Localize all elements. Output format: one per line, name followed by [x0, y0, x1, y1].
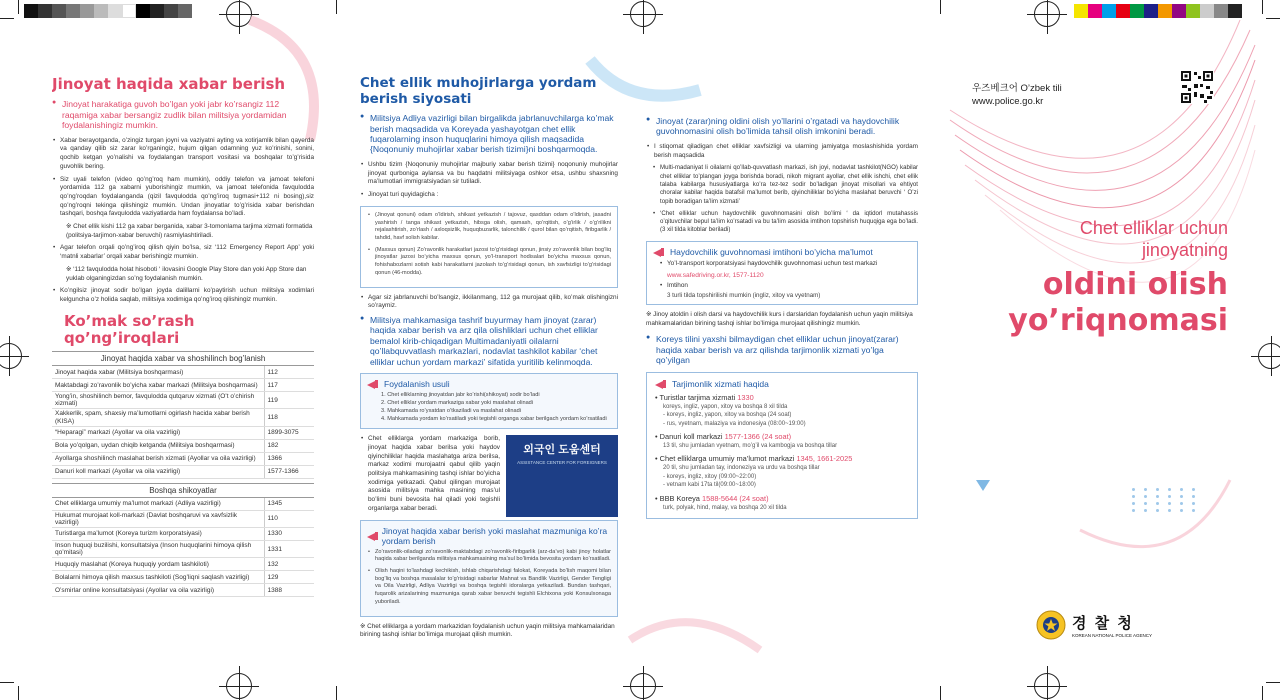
table-row — [52, 541, 314, 558]
megaphone-icon — [655, 379, 667, 389]
usage-step: 1. Chet elliklarning jinoyatdan jabr ko’rishi(shikoyat) sodir bo’ladi — [381, 392, 540, 399]
usage-step: 4. Mahkamada yordam ko’rsatiladi yoki tegishli organga xabar berilgach yordam ko’rsatiladi — [381, 415, 607, 422]
complaints-table — [52, 483, 314, 598]
dot — [1192, 495, 1195, 498]
dot — [1156, 502, 1159, 505]
policy-bullet: • Agar siz jabrlanuvchi bo’lsangiz, ikkilanmang, 112 ga murojaat qilib, ko’mak olishingizni so’raymiz. — [360, 294, 618, 311]
hotline-name: Huquqiy maslahat (Koreya huquqiy yordam tashkiloti) — [52, 558, 264, 571]
police-emblem-icon — [1036, 610, 1066, 640]
support-item: • Olish haqini to’lashdagi kechikish, ishlab chiqarishdagi falokat, Koreyada bo’lish maqomi bilan bog’liq va boshqa masalalar to’g’risidagi xabarlar Mahnat va Bandlik Vazirligi, Gender Tengligi va Oila Vazirligi, Adliya Vazirligi va boshqa tegishli idoralarga yetkaziladi. Bundan tashqari, fuqarolik arizalarining mazmuniga qarab xabar beruvchi tegishli Elchixona yoki Konsulxonaga yuboriladi. — [367, 568, 611, 607]
hotline-name: Ayollarga shoshilinch maslahat berish xizmati (Ayollar va oila vazirligi) — [52, 452, 264, 465]
report-lead: ● Jinoyat harakatiga guvoh bo’lgan yoki jabr ko’rsangiz 112 raqamiga xabar bersangiz zudlik bilan militsiya yordamidan foydalanishingiz mumkin. — [52, 99, 314, 130]
crosshair-top-left — [226, 1, 252, 27]
registration-bar-right — [1074, 4, 1242, 18]
license-link[interactable]: www.safedriving.or.kr, 1577-1120 — [667, 272, 764, 280]
table-row — [52, 409, 314, 426]
hotline-name: Maktabdagi zo’ravonlik bo’yicha xabar markazi (Militsiya boshqarmasi) — [52, 379, 264, 392]
panel-report-crime — [52, 60, 314, 640]
crop-mark — [18, 0, 19, 14]
dot — [1192, 488, 1195, 491]
cover-title-line1: Chet elliklar uchun — [1079, 218, 1228, 238]
police-url[interactable]: www.police.go.kr — [972, 96, 1044, 107]
dot — [1168, 502, 1171, 505]
hotline-number[interactable]: 1345 — [264, 497, 314, 510]
table-row — [52, 366, 314, 379]
policy-bullet: • Chet elliklarga yordam markaziga borib, jinoyat haqida xabar berilsa yoki haydov qiyinchiliklar haqida maslahatga ariza berilsa, markaz xodimi murojaatni qabul qilib yaqin politsiya mahkamasining tashqi ishlar bo’yicha xodimiga yetkazadi. Qabul qilingan murojaat asosida militsiya mahka masining mas’ul bo’limi buni bevosita hal qiladi yoki tegishli organlarga xabar beradi. — [360, 435, 618, 513]
crop-mark — [1262, 686, 1263, 700]
fold-mark — [336, 0, 337, 14]
crosshair-right — [1258, 343, 1280, 369]
service-detail: turk, polyak, hind, malay, va boshqa 20 xil tilda — [663, 504, 787, 511]
crop-mark — [0, 682, 14, 683]
dot — [1180, 495, 1183, 498]
table-row — [52, 452, 314, 465]
police-name-ko: 경 찰 청 — [1072, 615, 1134, 632]
service-name: BBB Koreya — [659, 493, 700, 503]
table-row — [52, 584, 314, 597]
dot — [1192, 502, 1195, 505]
hotline-name: Yong’in, shoshilinch bemor, favqulodda qutqaruv xizmati (O’t o’chirish xizmati) — [52, 392, 264, 409]
hotline-name: Bolalarni himoya qilish maxsus tashkiloti (Sog’liqni saqlash vazirligi) — [52, 571, 264, 584]
help-lines-title: Ko’mak so’rash qo’ng’iroqlari — [64, 311, 195, 347]
hotline-name: Inson huquqi buzilishi, konsultatsiya (Inson huquqlarini himoya qilish qo’mitasi) — [52, 541, 264, 558]
table-row — [52, 426, 314, 439]
hotline-number[interactable]: 119 — [264, 392, 314, 409]
license-box-title: Haydovchilik guvohnomasi imtihoni bo’yicha ma’lumot — [670, 246, 873, 257]
dot — [1132, 502, 1135, 505]
emergency-table-header: Jinoyat haqida xabar va shoshilinch bog’lanish — [52, 352, 314, 366]
emergency-table — [52, 351, 314, 479]
dot — [1156, 509, 1159, 512]
hotline-number[interactable]: 1899-3075 — [264, 426, 314, 439]
table-row — [52, 571, 314, 584]
interpretation-lead: ● Koreys tilini yaxshi bilmaydigan chet elliklar uchun jinoyat(zarar) haqida xabar berish va arz qilishda tarjimonlik xizmati yo’lga qo’yilgan — [646, 334, 918, 365]
hotline-number[interactable]: 110 — [264, 510, 314, 527]
table-row — [52, 497, 314, 510]
dot — [1180, 488, 1183, 491]
report-title: Jinoyat haqida xabar berish — [52, 75, 286, 93]
hotline-name: Turistlarga ma’lumot (Koreya turizm korporatsiyasi) — [52, 528, 264, 541]
support-item: • Zo’ravonlik-oiladagi zo’ravonlik-maktabdagi zo’ravonlik-firibgarlik (arz-da’vo) kabi jinoy holatlar haqida xabar berilganda militsiya mahkamasining ma’sul bo’limida bevosita yordam ko’rsatiladi. — [367, 549, 611, 564]
support-box-title: Jinoyat haqida xabar berish yoki maslahat mazmuniga ko’ra yordam berish — [381, 525, 608, 546]
prevention-lead: ● Jinoyat (zarar)ning oldini olish yo’llarini o’rgatadi va haydovchilik guvohnomasini olish bo’limida tahsil olish imkonini beradi. — [646, 116, 918, 137]
fold-mark — [940, 686, 941, 700]
dot — [1132, 488, 1135, 491]
table-row — [52, 439, 314, 452]
service-number[interactable]: 1588-5644 (24 soat) — [701, 493, 769, 503]
hotline-number[interactable]: 112 — [264, 366, 314, 379]
prevention-bullet: • I stiqomat qiladigan chet elliklar xavfsizligi va ularning jamiyatga moslashishida yordam berish maqsadida — [646, 143, 918, 160]
service-detail: - koreys, ingliz, yapon, xitoy va boshqa (24 soat) — [663, 412, 792, 419]
report-bullet: • Ko’ngilsiz jinoyat sodir bo’lgan joyda dalillarni ko’paytirish uchun militsiya xodimlari kelguncha o’z holida saqlab, militsiya xodimiga qo’ng’iroq qilishingiz mumkin. — [52, 287, 314, 304]
hotline-number[interactable]: 129 — [264, 571, 314, 584]
hotline-number[interactable]: 1331 — [264, 541, 314, 558]
dot — [1132, 495, 1135, 498]
license-box — [646, 241, 918, 305]
policy-lead: ● Militsiya Adliya vazirligi bilan birgalikda jabrlanuvchilarga ko’mak berish maqsadida va Koreyada yashayotgan chet ellik fuqarolarning inson huquqlarini himoya qilish maqsadida {Noqonuniy muhojirlar xabar berish tizimi}ni boshqarmoqda. — [360, 113, 618, 155]
hotline-name: O’smirlar online konsultatsiyasi (Ayollar va oila vazirligi) — [52, 584, 264, 597]
hotline-number[interactable]: 1366 — [264, 452, 314, 465]
support-content-box — [360, 520, 618, 617]
service-number[interactable]: 1345, 1661-2025 — [796, 454, 853, 464]
dot — [1132, 509, 1135, 512]
hotline-name: Xakkerlik, spam, shaxsiy ma’lumotlarni ogirlash hacida xabar berish (KISA) — [52, 409, 264, 426]
crosshair-top-center — [630, 1, 656, 27]
complaints-table-header: Boshqa shikoyatlar — [52, 483, 314, 497]
policy-bullet: • Ushbu tizim {Noqonuniy muhojirlar majburiy xabar berish tizimi} noqonuniy muhojirlar jinoyat qurboniga aylansa va bu haqdatni militsiyaga oshkor etsa, ushbu shaxsning ma’lumotlari immigratsiyadan sir tutiladi. — [360, 161, 618, 187]
qr-code-icon — [1180, 70, 1214, 104]
megaphone-icon — [367, 379, 379, 389]
megaphone-icon — [653, 247, 665, 257]
hotline-number[interactable]: 118 — [264, 409, 314, 426]
crop-mark — [18, 686, 19, 700]
service-item: • Turistlar tarjima xizmati 1330 — [655, 392, 754, 402]
police-name-en: KOREAN NATIONAL POLICE AGENCY — [1072, 633, 1153, 638]
service-detail: - koreys, ingliz, xitoy (09:00~22:00) — [663, 473, 757, 480]
crime-types-box — [360, 206, 618, 288]
panel-cover — [944, 18, 1256, 678]
dot — [1156, 495, 1159, 498]
crop-mark — [1262, 0, 1263, 14]
dot — [1168, 495, 1171, 498]
prevention-note: ※ Jinoy atoldin i olish darsi va haydovchilik kurs i darslaridan foydalanish uchun yaqin militsiya mahkamalaridan birining tashqi ishlar bo’limiga murojaat qilishingiz mumkin. — [646, 311, 913, 327]
table-row — [52, 558, 314, 571]
hotline-name: “Heparagi” markazi (Ayollar va oila vazirligi) — [52, 426, 264, 439]
hotline-number[interactable]: 182 — [264, 439, 314, 452]
policy-lead-2: ● Militsiya mahkamasiga tashrif buyurmay ham jinoyat (zarar) haqida xabar berish va arz qila olishliklari uchun chet elliklar bemalol kirib-chiqadigan Multimadaniyatli oilalarni qo’llabquvvatlash markazlari, nodavlat tashkilot kabilar ‘chet elliklar uchun yordam markazi’ sifatida yuritilib kelinmoqda. — [360, 315, 618, 367]
license-item-sub: 3 turli tilda topshirilishi mumkin (ingliz, xitoy va vyetnam) — [667, 292, 821, 300]
hotline-number[interactable]: 132 — [264, 558, 314, 571]
interpretation-box — [646, 372, 918, 519]
service-name: Chet elliklarga umumiy ma’lumot markazi — [659, 454, 795, 464]
dot — [1180, 509, 1183, 512]
service-number[interactable]: 1330 — [737, 392, 754, 402]
cover-title-line2: jinoyatning — [1141, 239, 1228, 260]
dot — [1192, 509, 1195, 512]
interpretation-title: Tarjimonlik xizmati haqida — [672, 378, 769, 389]
crosshair-bottom-left — [226, 673, 252, 699]
dot — [1144, 509, 1147, 512]
dot — [1168, 509, 1171, 512]
hotline-number[interactable]: 1577-1366 — [264, 465, 314, 478]
service-detail: 13 til, shu jumladan vyetnam, mo’g’il va kambogja va boshqa tillar — [663, 443, 838, 450]
report-note: ※ ‘112 favqulodda holat hisoboti ‘ ilovasini Google Play Store dan yoki App Store dan yuklab olganingizdan so’ng foydalanish mumkin. — [66, 265, 307, 282]
crop-mark — [0, 18, 14, 19]
service-name: Danuri koll markazi — [659, 432, 723, 442]
usage-title: Foydalanish usuli — [384, 379, 450, 390]
table-row — [52, 392, 314, 409]
police-logo — [1036, 610, 1152, 640]
policy-title: Chet ellik muhojirlarga yordam berish siyosati — [360, 75, 597, 107]
crime-types-item: • (Maxsus qonun) Zo’ravonlik harakatlari jazosi to’g’risidagi qonun, jinsiy zo’ravonlik bilan bog’liq jinoyatlar jazosi bo’yicha maxsus qonun, yo’l-transport hodisalari bo’yicha maxsus qonun, fohishabozlarni sotish kabi harakatlarni jazolash to’g’risidagi qonun, ish xavfsizligi to’g’risidagi qonun (46-modda). — [367, 247, 611, 278]
prevention-sub: • ‘Chet elliklar uchun haydovchilik guvohnomasini olish bo’limi ‘ da iqtidorl mutahassis o’qituvchilar bepul ta’lim ko’rsatadi va bu ta’lim asosida imtihon topshirish huquqiga ega bo’ladi. (3 xil tilda kitoblar beriladi) — [652, 210, 918, 235]
table-row — [52, 510, 314, 527]
service-item: • BBB Koreya 1588-5644 (24 soat) — [655, 493, 769, 503]
sign-subtitle: ASSISTANCE CENTER FOR FOREIGNERS — [517, 460, 607, 466]
table-row — [52, 528, 314, 541]
crosshair-left — [0, 343, 22, 369]
policy-bullet: • Jinoyat turi quyidagicha : — [360, 191, 618, 200]
report-bullet: • Xabar berayotganda, o’zingiz turgan joyni va vaziyatni ayting va xotirjamlik bilan qayerda va qanday qilib siz zarar ko’rganingiz, hujum qilgan odamning yuz ko’rinishi, sonini, qochib ketgan yo’nalishi va foydalangan transport vositasi va boshqalar to’g’risida guvohlik bering. — [52, 137, 314, 172]
crop-mark — [1266, 682, 1280, 683]
usage-box — [360, 373, 618, 429]
service-name: Turistlar tarjima xizmati — [659, 392, 736, 402]
service-detail: - vetnam kabi 17ta til(09:00~18:00) — [663, 482, 756, 489]
service-detail: 20 til, shu jumladan tay, indoneziya va urdu va boshqa tillar — [663, 465, 820, 472]
crosshair-bottom-center — [630, 673, 656, 699]
dot — [1144, 502, 1147, 505]
license-item: • Yo’l-transport korporatsiyasi haydovchilik guvohnomasi uchun test markazi — [659, 260, 911, 269]
fold-mark — [336, 686, 337, 700]
policy-note: ※ Chet elliklarga a yordam markazidan foydalanish uchun yaqin militsiya mahkamalaridan birining tashqi ishlar bo’limiga murojaat qilish mumkin. — [360, 622, 615, 639]
megaphone-icon — [367, 531, 377, 541]
panel-support-policy — [360, 60, 618, 640]
hotline-name: Jinoyat haqida xabar (Militsiya boshqarmasi) — [52, 366, 264, 379]
prevention-sub: • Multi-madaniyat li oilalarni qo’llab-quvvatlash markazi, ish joyi, nodavlat tashkilot(NGO) kabilar chet elliklar to’plangan joyga borishda boradi, nikoh migrant ayollar, chet ellik ishchi, chet ellik talaba kabilarga hususiyatlarga ko’ra tez-tez sodir bo’ladigan jinoyat misollari va ehtiyot choralar kabilar haqida batafsil ma’lumot berib, qiyinchiliklar bo’yicha maslahat beruvchi ‘ O’zi topib boradigan ta’lim xizmati’ — [652, 164, 918, 205]
dot — [1156, 488, 1159, 491]
decorative-dots — [1132, 488, 1200, 512]
report-bullet: • Agar telefon orqali qo’ng’iroq qilish qiyin bo’lsa, siz ‘112 Emergency Report App’ yoki ‘matnli xabarlar’ orqali xabar berishingiz mumkin. — [52, 244, 314, 261]
crime-types-item: • (Jinoyat qonuni) odam o’ldirish, shikast yetkazish / tajovuz, qasddan odam o’ldirish, jasadni yashirish / tanga shikast yetkazish, hibsga olish, qamash, qo’rqitish, o’g’irlik / o’g’rilikni rejalashtirish, zo’rlash / axloqsizlik, huquqbuzarlik, talonchilik / qurol bilan qo’rqitish, firibgarlik / tahdid, havf solish kabilar. — [367, 212, 611, 243]
usage-step: 3. Mahkamada ro’yxatdan o’tkaziladi va maslahat olinadi — [381, 407, 521, 414]
hotline-name: Bola yo’qolgan, uydan chiqib ketganda (Militsiya boshqarmasi) — [52, 439, 264, 452]
hotline-name: Danuri koll markazi (Ayollar va oila vazirligi) — [52, 465, 264, 478]
service-detail: koreys, ingliz, yapon, xitoy va boshqa 8 xil tilda — [663, 403, 788, 410]
fold-mark — [940, 0, 941, 14]
service-number[interactable]: 1577-1366 (24 soat) — [724, 432, 792, 442]
report-bullet: • Siz uyali telefon (video qo’ng’roq ham mumkin), oddiy telefon va jamoat telefoni yordamida 112 ga xabarni yuborishingiz mumkin, va jamoat telefonida favqulodda qo’ng’roqdan foydalanganda (qizil favqulodda qo’ng’iroq tugmasi+112 ni bosing),siz qo’ng’roqni tekinga qilishingiz mumkin. Undan jinoyatlar to’g’risida xabar berishdan tashqari, boshqa favqulodda vaziyatlarda ham foydalansa bo’ladi. — [52, 176, 314, 220]
panel-prevention — [646, 60, 918, 640]
sign-title: 외국인 도움센터 — [523, 444, 601, 457]
hotline-number[interactable]: 1330 — [264, 528, 314, 541]
cover-title-line4: yo’riqnomasi — [1008, 302, 1228, 338]
cover-title-line3: oldini olish — [1042, 267, 1228, 303]
service-item: • Chet elliklarga umumiy ma’lumot markazi 1345, 1661-2025 — [655, 454, 853, 464]
usage-step: 2. Chet elliklar yordam markaziga xabar yoki maslahat olinadi — [381, 400, 534, 407]
table-row — [52, 465, 314, 478]
service-item: • Danuri koll markazi 1577-1366 (24 soat) — [655, 432, 792, 442]
dot — [1180, 502, 1183, 505]
dot — [1144, 488, 1147, 491]
service-detail: - rus, vyetnam, malaziya va indonesiya (08:00~19:00) — [663, 420, 806, 427]
dot — [1144, 495, 1147, 498]
registration-bar-left — [24, 4, 192, 18]
hotline-number[interactable]: 117 — [264, 379, 314, 392]
crop-mark — [1266, 18, 1280, 19]
report-note: ※ Chet ellik kishi 112 ga xabar berganida, xabar 3-tomonlama tarjima xizmati formatida (politsiya-tarjimon-xabar beruvchi) rasmiylashtiriladi. — [66, 223, 313, 239]
table-row — [52, 379, 314, 392]
language-line: 우즈베크어 O’zbek tili — [972, 83, 1062, 94]
hotline-name: Chet elliklarga umumiy ma’lumot markazi (Adliya vazirligi) — [52, 497, 264, 510]
hotline-name: Hukumat murojaat koll-markazi (Davlat boshqaruvi va xavfsizlik vazirligi) — [52, 510, 264, 527]
hotline-number[interactable]: 1388 — [264, 584, 314, 597]
license-item: • Imtihon — [659, 282, 911, 291]
dot — [1168, 488, 1171, 491]
